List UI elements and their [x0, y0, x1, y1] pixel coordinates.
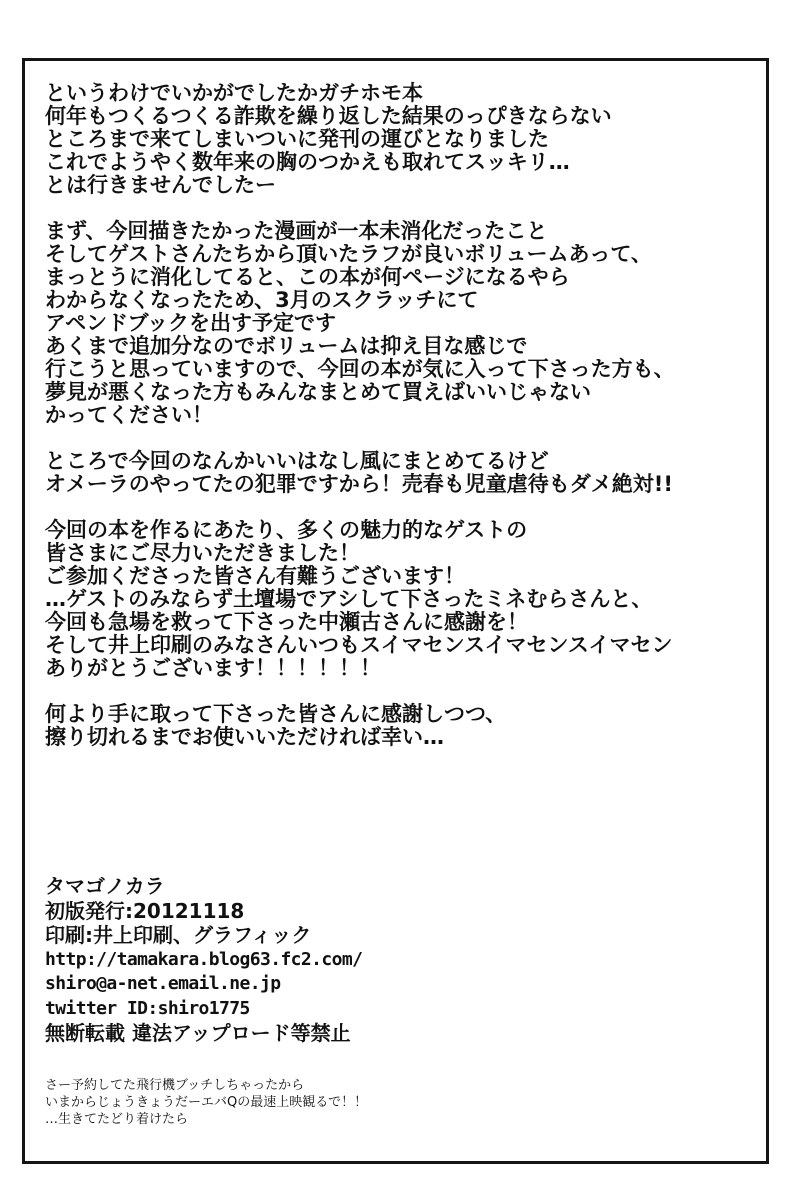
afterword-line: …ゲストのみならず土壇場でアシして下さったミネむらさんと、	[45, 587, 653, 611]
afterword-body	[45, 82, 765, 772]
afterword-line: かってください！	[45, 403, 213, 427]
afterword-line: そして井上印刷のみなさんいつもスイマセンスイマセンスイマセン	[45, 633, 673, 657]
afterword-paragraph-2	[45, 220, 765, 427]
afterword-line: 今回の本を作るにあたり、多くの魅力的なゲストの	[45, 518, 528, 542]
afterword-paragraph-1	[45, 82, 765, 197]
afterword-line: 擦り切れるまでお使いいただければ幸い…	[45, 725, 444, 749]
website-url: http://tamakara.blog63.fc2.com/	[45, 948, 363, 970]
afterword-line: 行こうと思っていますので、今回の本が気に入って下さった方も、	[45, 357, 675, 381]
afterword-line: まっとうに消化してると、この本が何ページになるやら	[45, 265, 570, 289]
printer-credit: 印刷:井上印刷、グラフィック	[45, 923, 312, 947]
postscript-line: …生きてたどり着けたら	[45, 1112, 189, 1127]
postscript-note	[45, 1077, 367, 1128]
afterword-line: 皆さまにご尽力いただきました！	[45, 541, 360, 565]
afterword-line: 夢見が悪くなった方もみんなまとめて買えばいいじゃない	[45, 380, 591, 404]
afterword-line: とは行きませんでしたー	[45, 173, 276, 197]
afterword-line: ところまで来てしまいついに発刊の運びとなりました	[45, 127, 549, 151]
afterword-paragraph-3	[45, 450, 765, 496]
postscript-line: さー予約してた飛行機ブッチしちゃったから	[45, 1078, 305, 1093]
afterword-line: そしてゲストさんたちから頂いたラフが良いボリュームあって、	[45, 242, 652, 266]
afterword-line: というわけでいかがでしたかガチホモ本	[45, 81, 423, 105]
afterword-line: わからなくなったため、3月のスクラッチにて	[45, 288, 479, 312]
first-edition-date: 初版発行:20121118	[45, 898, 245, 923]
afterword-line: 何年もつくるつくる詐欺を繰り返した結果のっぴきならない	[45, 104, 612, 128]
afterword-line: まず、今回描きたかった漫画が一本未消化だったこと	[45, 219, 548, 243]
contact-email: shiro@a-net.email.ne.jp	[45, 973, 281, 994]
afterword-line: オメーラのやってたの犯罪ですから！売春も児童虐待もダメ絶対!!	[45, 472, 673, 496]
reproduction-notice: 無断転載 違法アップロード等禁止	[45, 1021, 351, 1045]
twitter-id: twitter ID:shiro1775	[45, 997, 250, 1019]
afterword-line: これでようやく数年来の胸のつかえも取れてスッキリ…	[45, 150, 570, 174]
circle-name: タマゴノカラ	[45, 874, 165, 898]
postscript-line: いまからじょうきょうだーエバQの最速上映観るで！！	[45, 1095, 368, 1110]
colophon	[45, 874, 362, 1046]
afterword-paragraph-5	[45, 703, 765, 749]
afterword-line: 何より手に取って下さった皆さんに感謝しつつ、	[45, 702, 507, 726]
afterword-line: あくまで追加分なのでボリュームは抑え目な感じで	[45, 334, 528, 358]
afterword-line: アペンドブックを出す予定です	[45, 311, 337, 335]
afterword-line: ところで今回のなんかいいはなし風にまとめてるけど	[45, 449, 549, 473]
afterword-paragraph-4	[45, 519, 765, 680]
afterword-line: ありがとうございます！！！！！！	[45, 656, 381, 680]
afterword-line: ご参加くださった皆さん有難うございます！	[45, 564, 465, 588]
afterword-line: 今回も急場を救って下さった中瀬古さんに感謝を！	[45, 610, 528, 634]
